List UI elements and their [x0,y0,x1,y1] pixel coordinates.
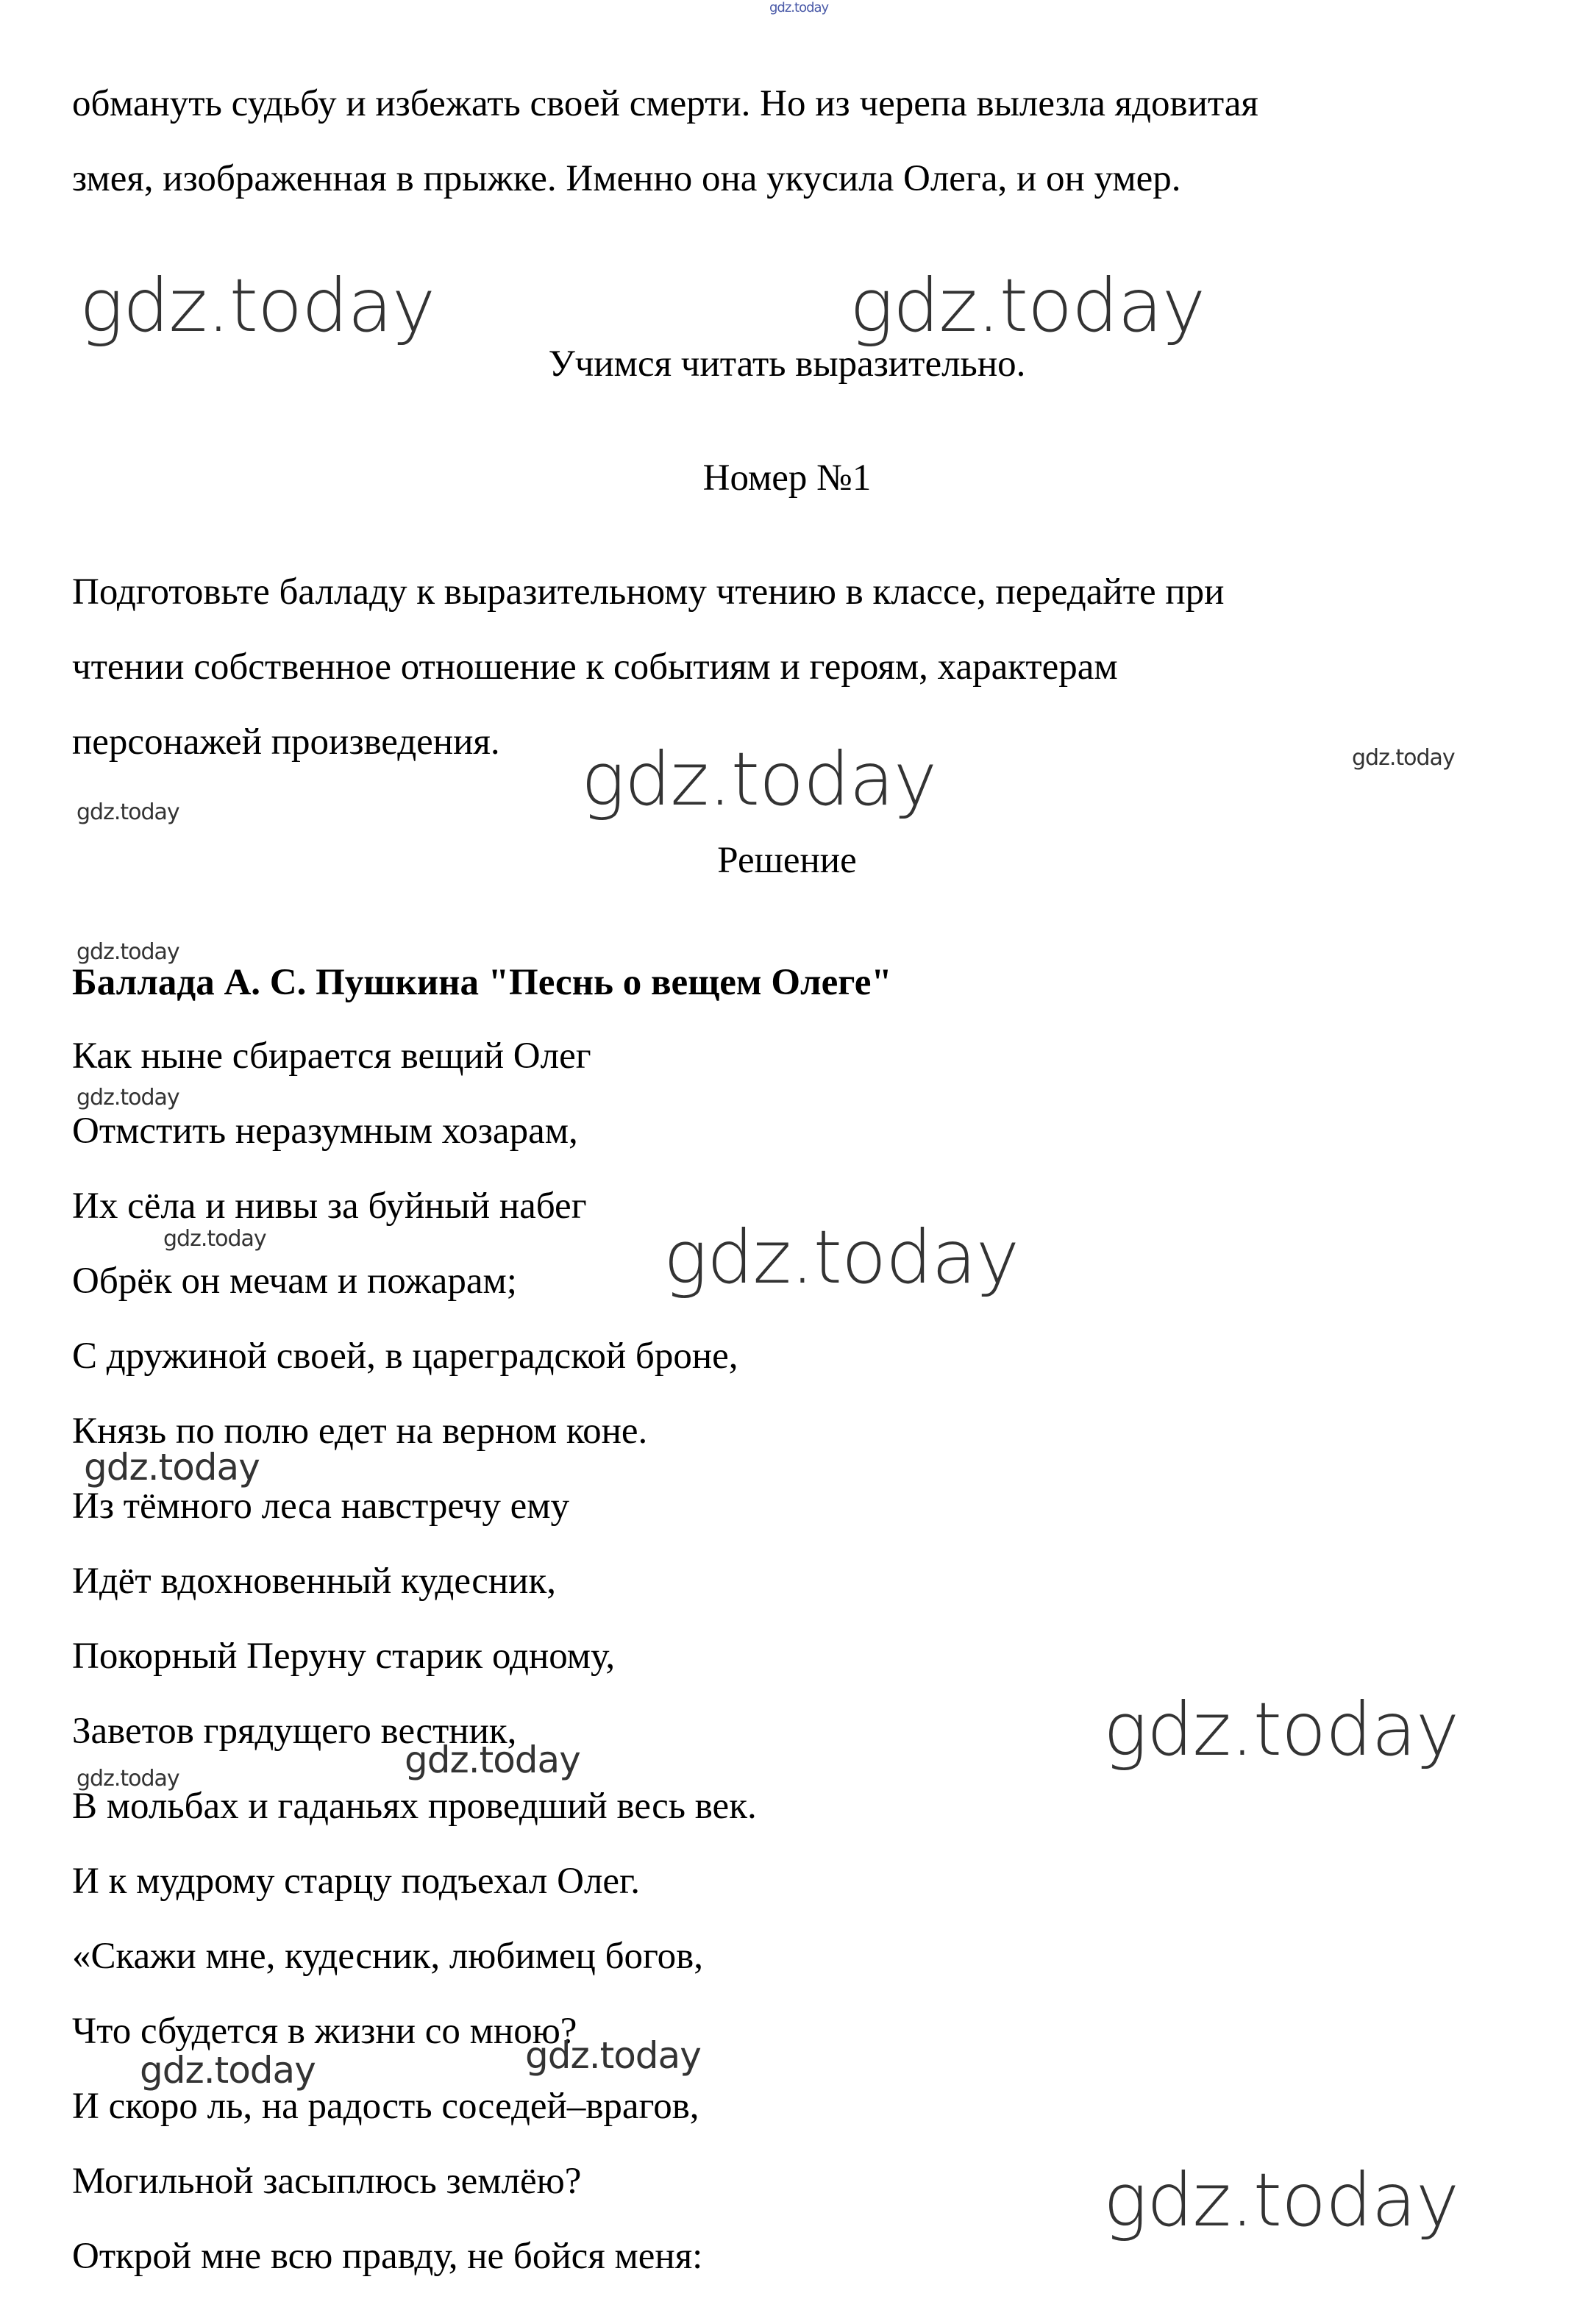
section-title: Учимся читать выразительно. [548,343,1026,385]
poem-line: С дружиной своей, в цареградской броне, [72,1336,738,1377]
watermark-small: gdz.today [76,1766,179,1792]
watermark-top: gdz.today [769,0,829,15]
watermark-large: gdz.today [79,263,435,349]
poem-line: Что сбудется в жизни со мною? [72,2011,577,2052]
poem-line: Могильной засыплюсь землёю? [72,2161,582,2202]
poem-title: Баллада А. С. Пушкина "Песнь о вещем Олеге" [72,962,892,1003]
poem-line: Как ныне сбирается вещий Олег [72,1036,591,1077]
watermark-small: gdz.today [76,1085,179,1111]
poem-line: Обрёк он мечам и пожарам; [72,1261,517,1302]
watermark-large: gdz.today [581,736,937,822]
watermark-small: gdz.today [1352,745,1455,771]
intro-line-2: змея, изображенная в прыжке. Именно она укусила Олега, и он умер. [72,158,1181,199]
poem-line: Открой мне всю правду, не бойся меня: [72,2236,703,2277]
poem-line: Покорный Перуну старик одному, [72,1636,616,1677]
poem-line: Из тёмного леса навстречу ему [72,1486,570,1527]
task-line-1: Подготовьте балладу к выразительному чтению в классе, передайте при [72,571,1225,613]
poem-line: Заветов грядущего вестник, [72,1711,517,1752]
task-number: Номер №1 [702,457,872,499]
poem-line: В мольбах и гаданьях проведший весь век. [72,1786,757,1827]
watermark-small: gdz.today [76,799,179,825]
poem-line: Отмстить неразумным хозарам, [72,1111,578,1152]
watermark-large: gdz.today [1103,1686,1459,1772]
watermark-small: gdz.today [76,939,179,965]
poem-line: Князь по полю едет на верном коне. [72,1411,648,1452]
poem-line: «Скажи мне, кудесник, любимец богов, [72,1936,704,1977]
task-line-3: персонажей произведения. [72,721,500,763]
task-line-2: чтении собственное отношение к событиям и героям, характерам [72,646,1118,688]
watermark-large: gdz.today [663,1214,1019,1300]
poem-line: И к мудрому старцу подъехал Олег. [72,1861,640,1902]
watermark-large: gdz.today [1103,2157,1459,2243]
watermark-medium: gdz.today [140,2049,316,2092]
watermark-large: gdz.today [850,263,1206,349]
poem-line: Идёт вдохновенный кудесник, [72,1561,556,1602]
watermark-medium: gdz.today [405,1739,580,1781]
solution-label: Решение [717,840,857,881]
poem-line: Их сёла и нивы за буйный набег [72,1186,587,1227]
watermark-medium: gdz.today [525,2034,701,2077]
poem-line: И скоро ль, на радость соседей–врагов, [72,2086,699,2127]
watermark-small: gdz.today [163,1226,266,1252]
watermark-medium: gdz.today [84,1446,260,1489]
intro-line-1: обмануть судьбу и избежать своей смерти. Но из черепа вылезла ядовитая [72,83,1258,124]
